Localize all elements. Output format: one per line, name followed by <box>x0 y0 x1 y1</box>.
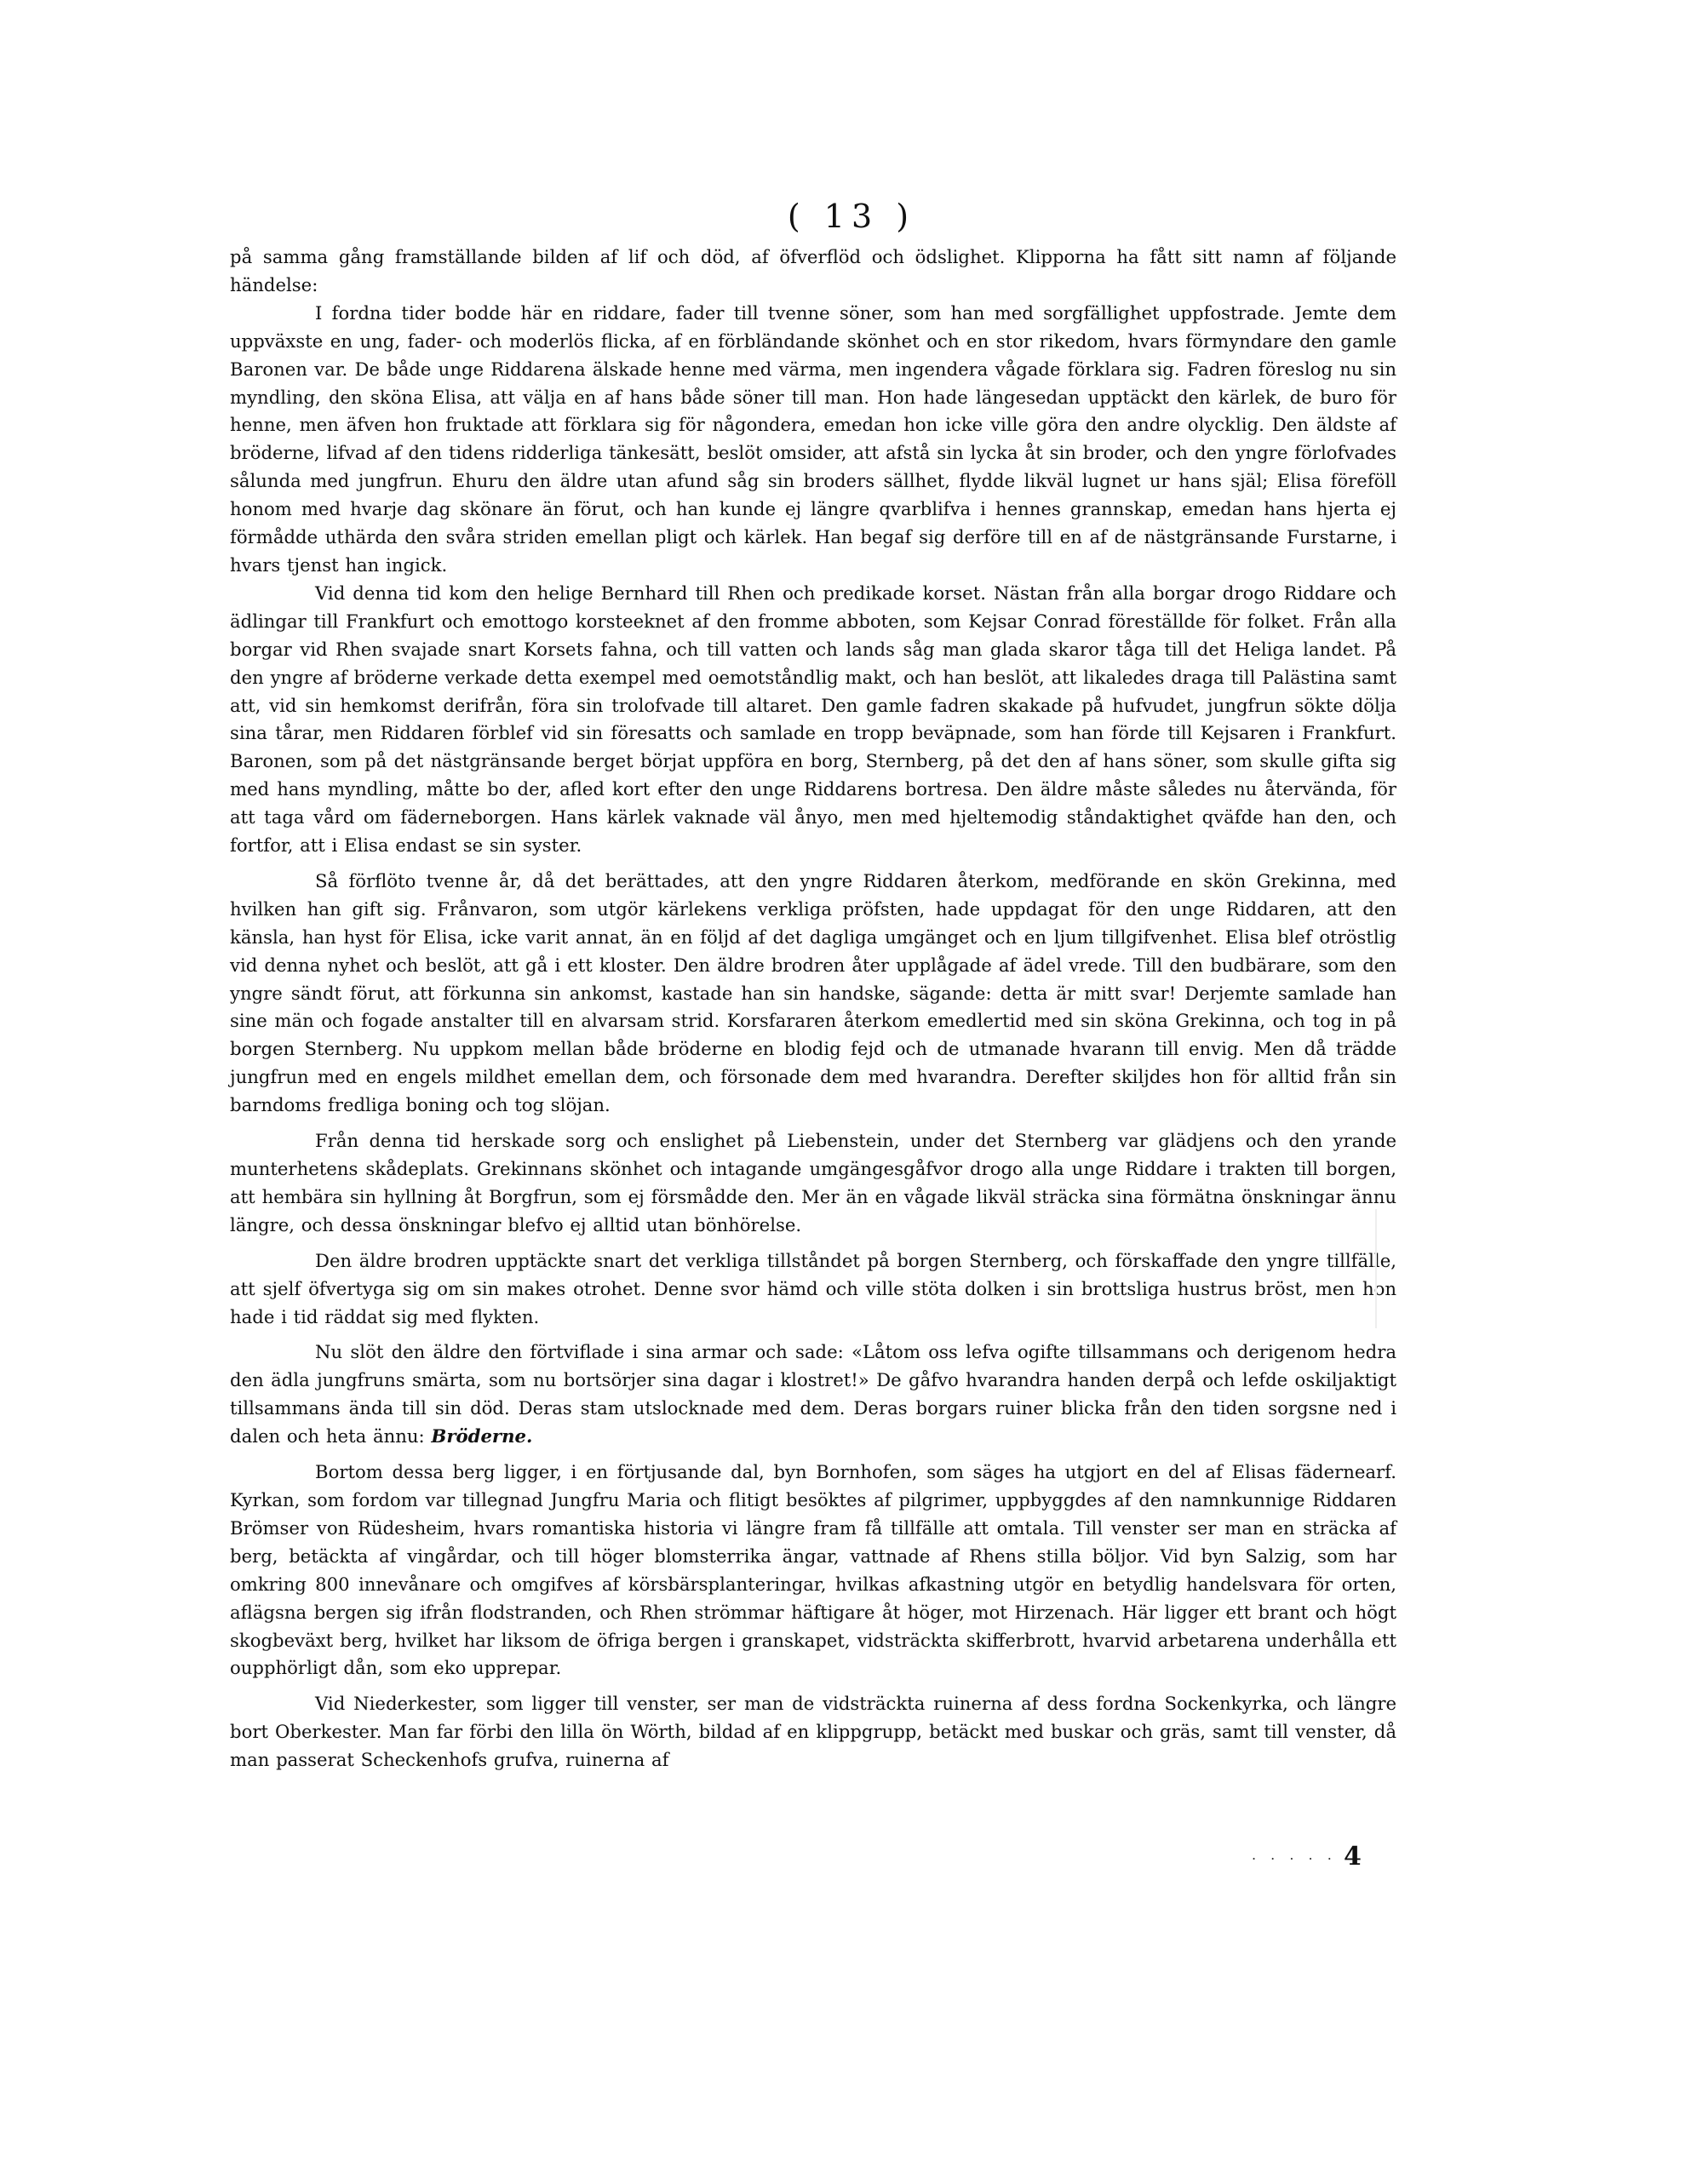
paragraph-9: Vid Niederkester, som ligger till venster, ser man de vidsträckta ruinerna af dess fordna Sockenkyrka, och längre bort Oberkester. Man far förbi den lilla ön Wörth, bildad af en klippgrupp, betäckt med buskar och gräs, samt till venster, då man passerat Scheckenhofs grufva, ruinerna af <box>230 1693 1396 1771</box>
emphasis-broderne: Bröderne. <box>431 1425 533 1447</box>
paragraph-2: I fordna tider bodde här en riddare, fader till tvenne söner, som han med sorgfällighet uppfostrade. Jemte dem uppväxste en ung, fader- och moderlös flicka, af en förbländande skönhet och en stor rikedom, hvars förmyndare den gamle Baronen var. De både unge Riddarena älskade henne med värma, men ingendera vågade förklara sig. Fadren föreslog nu sin myndling, den sköna Elisa, att välja en af hans både söner till man. Hon hade längesedan upptäckt den kärlek, de buro för henne, men äfven hon fruktade att förklara sig för någondera, emedan hon icke ville göra den andre olycklig. Den äldste af bröderne, lifvad af den tidens ridderliga tänkesätt, beslöt omsider, att afstå sin lycka åt sin broder, och den yngre förlofvades sålunda med jungfrun. Ehuru den äldre utan afund såg sin broders sällhet, flydde likväl lugnet ur hans själ; Elisa föreföll honom med hvarje dag skönare än förut, och han kunde ej längre qvarblifva i hennes grannskap, emedan hans hjerta ej förmådde uthärda den svåra striden emellan pligt och kärlek. Han begaf sig derföre till en af de nästgränsande Furstarne, i hvars tjenst han ingick. <box>230 301 1396 576</box>
paragraph-6: Den äldre brodren upptäckte snart det verkliga tillståndet på borgen Sternberg, och förskaffade den yngre tillfälle, att sjelf öfvertyga sig om sin makes otrohet. Denne svor hämd och ville stöta dolken i sin brottsliga hustrus bröst, men hon hade i tid räddat sig med flykten. <box>230 1249 1396 1327</box>
paragraph-7 <box>230 1338 1396 1451</box>
bleed-through-mark <box>1375 1209 1394 1328</box>
paragraph-8: Bortom dessa berg ligger, i en förtjusande dal, byn Bornhofen, som säges ha utgjort en del af Elisas fädernearf. Kyrkan, som fordom var tillegnad Jungfru Maria och flitigt besöktes af pilgrimer, uppbyggdes af den namnkunnige Riddaren Brömser von Rüdesheim, hvars romantiska historia vi längre fram få tillfälle att omtala. Till venster ser man en sträcka af berg, betäckta af vingårdar, och till höger blomsterrika ängar, vattnade af Rhens stilla böljor. Vid byn Salzig, som har omkring 800 innevånare och omgifves af körsbärsplanteringar, hvilkas afkastning utgör en betydlig handelsvara för orten, aflägsna bergen sig ifrån flodstranden, och Rhen strömmar häftigare åt höger, mot Hirzenach. Här ligger ett brant och högt skogbeväxt berg, hvilket har liksom de öfriga bergen i granskapet, vidsträckta skifferbrott, hvarvid arbetarena underhålla ett oupphörligt dån, som eko upprepar. <box>230 1461 1396 1679</box>
body-text <box>230 244 1396 1774</box>
catch-dots: . . . . . <box>1252 1847 1337 1863</box>
paragraph-4: Så förflöto tvenne år, då det berättades, att den yngre Riddaren återkom, medförande en skön Grekinna, med hvilken han gift sig. Frånvaron, som utgör kärlekens verkliga pröfsten, hade uppdagat för den unge Riddaren, att den känsla, han hyst för Elisa, icke varit annat, än en följd af det dagliga umgänget och en ljum tillgifvenhet. Elisa blef otröstlig vid denna nyhet och beslöt, att gå i ett kloster. Den äldre brodren åter upplågade af ädel vrede. Till den budbärare, som den yngre sändt förut, att förkunna sin ankomst, kastade han sin handske, sägande: detta är mitt svar! Derjemte samlade han sine män och fogade anstalter till en alvarsam strid. Korsfararen återkom emedlertid med sin sköna Grekinna, och tog in på borgen Sternberg. Nu uppkom mellan både bröderne en blodig fejd och de utmanade hvarann till envig. Men då trädde jungfrun med en engels mildhet emellan dem, och försonade dem med hvarandra. Derefter skiljdes hon för alltid från sin barndoms fredliga boning och tog slöjan. <box>230 869 1396 1116</box>
paragraph-7-text: Nu slöt den äldre den förtviflade i sina armar och sade: «Låtom oss lefva ogifte tillsammans och derigenom hedra den ädla jungfruns smärta, som nu bortsörjer sina dagar i klostret!» De gåfvo hvarandra handen derpå och lefde oskiljaktigt tillsammans ända till sin död. Deras stam utslocknade med dem. Deras borgars ruiner blicka från den tiden sorgsne ned i dalen och heta ännu: <box>230 1341 1396 1447</box>
signature-row <box>1252 1842 1405 1876</box>
paragraph-1: på samma gång framställande bilden af lif och död, af öfverflöd och ödslighet. Klipporna ha fått sitt namn af följande händelse: <box>230 246 1396 295</box>
signature-mark: 4 <box>1344 1842 1362 1872</box>
paragraph-3: Vid denna tid kom den helige Bernhard till Rhen och predikade korset. Nästan från alla borgar drogo Riddare och ädlingar till Frankfurt och emottogo korsteeknet af den fromme abboten, som Kejsar Conrad föreställde för folket. Från alla borgar vid Rhen svajade snart Korsets fahna, och till vatten och lands såg man glada skaror tåga till det Heliga landet. På den yngre af bröderne verkade detta exempel med oemotståndlig makt, och han beslöt, att likaledes draga till Palästina samt att, vid sin hemkomst derifrån, föra sin trolofvade till altaret. Den gamle fadren skakade på hufvudet, jungfrun sökte dölja sina tårar, men Riddaren förblef vid sin föresatts och samlade en tropp beväpnade, som han förde till Kejsaren i Frankfurt. Baronen, som på det nästgränsande berget börjat uppföra en borg, Sternberg, på det den af hans söner, som skulle gifta sig med hans myndling, måtte bo der, afled kort efter den unge Riddarens bortresa. Den äldre måste således nu återvända, för att taga vård om fäderneborgen. Hans kärlek vaknade väl ånyo, men med hjeltemodig ståndaktighet qväfde han den, och fortfor, att i Elisa endast se sin syster. <box>230 582 1396 857</box>
paragraph-5: Från denna tid herskade sorg och enslighet på Liebenstein, under det Sternberg var glädjens och den yrande munterhetens skådeplats. Grekinnans skönhet och intagande umgängesgåfvor drogo alla unge Riddare i trakten till borgen, att hembära sin hyllning åt Borgfrun, som ej försmådde den. Mer än en vågade likväl sträcka sina förmätna önskningar ännu längre, och dessa önskningar blefvo ej alltid utan bönhörelse. <box>230 1130 1396 1235</box>
page-number: ( 13 ) <box>787 198 916 235</box>
